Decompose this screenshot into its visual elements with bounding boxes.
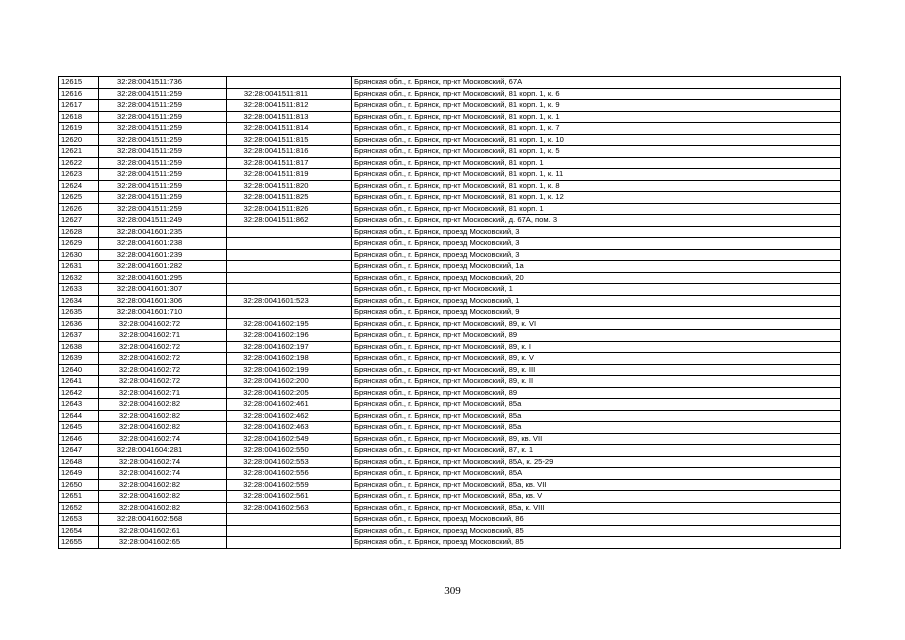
cadastral-number-cell: 32:28:0041604:281 bbox=[99, 445, 227, 457]
table-row bbox=[59, 77, 841, 89]
registry-table bbox=[58, 76, 841, 549]
address-cell: Брянская обл., г. Брянск, пр-кт Московский, 81 корп. 1, к. 7 bbox=[352, 123, 841, 135]
registry-table-body bbox=[59, 77, 841, 549]
table-row bbox=[59, 307, 841, 319]
row-number-cell: 12645 bbox=[59, 422, 99, 434]
address-cell: Брянская обл., г. Брянск, пр-кт Московский, 85А, к. 25-29 bbox=[352, 456, 841, 468]
object-number-cell: 32:28:0041602:556 bbox=[227, 468, 352, 480]
row-number-cell: 12649 bbox=[59, 468, 99, 480]
address-cell: Брянская обл., г. Брянск, пр-кт Московский, 85а bbox=[352, 399, 841, 411]
object-number-cell: 32:28:0041511:820 bbox=[227, 180, 352, 192]
cadastral-number-cell: 32:28:0041602:72 bbox=[99, 341, 227, 353]
row-number-cell: 12632 bbox=[59, 272, 99, 284]
address-cell: Брянская обл., г. Брянск, проезд Московский, 20 bbox=[352, 272, 841, 284]
row-number-cell: 12648 bbox=[59, 456, 99, 468]
table-row bbox=[59, 341, 841, 353]
address-cell: Брянская обл., г. Брянск, пр-кт Московский, 85А bbox=[352, 468, 841, 480]
address-cell: Брянская обл., г. Брянск, проезд Московский, 9 bbox=[352, 307, 841, 319]
cadastral-number-cell: 32:28:0041511:259 bbox=[99, 123, 227, 135]
cadastral-number-cell: 32:28:0041602:82 bbox=[99, 410, 227, 422]
object-number-cell: 32:28:0041602:198 bbox=[227, 353, 352, 365]
cadastral-number-cell: 32:28:0041602:568 bbox=[99, 514, 227, 526]
table-row bbox=[59, 399, 841, 411]
row-number-cell: 12616 bbox=[59, 88, 99, 100]
address-cell: Брянская обл., г. Брянск, проезд Московский, 1 bbox=[352, 295, 841, 307]
row-number-cell: 12643 bbox=[59, 399, 99, 411]
address-cell: Брянская обл., г. Брянск, пр-кт Московский, 89, кв. VII bbox=[352, 433, 841, 445]
address-cell: Брянская обл., г. Брянск, пр-кт Московский, 85а bbox=[352, 422, 841, 434]
cadastral-number-cell: 32:28:0041602:65 bbox=[99, 537, 227, 549]
table-row bbox=[59, 146, 841, 158]
row-number-cell: 12630 bbox=[59, 249, 99, 261]
object-number-cell: 32:28:0041511:862 bbox=[227, 215, 352, 227]
object-number-cell: 32:28:0041602:549 bbox=[227, 433, 352, 445]
table-row bbox=[59, 261, 841, 273]
cadastral-number-cell: 32:28:0041511:736 bbox=[99, 77, 227, 89]
table-row bbox=[59, 387, 841, 399]
cadastral-number-cell: 32:28:0041602:82 bbox=[99, 399, 227, 411]
address-cell: Брянская обл., г. Брянск, пр-кт Московский, 85а, к. VIII bbox=[352, 502, 841, 514]
cadastral-number-cell: 32:28:0041511:259 bbox=[99, 100, 227, 112]
address-cell: Брянская обл., г. Брянск, проезд Московский, 1а bbox=[352, 261, 841, 273]
cadastral-number-cell: 32:28:0041602:61 bbox=[99, 525, 227, 537]
object-number-cell: 32:28:0041602:553 bbox=[227, 456, 352, 468]
cadastral-number-cell: 32:28:0041602:72 bbox=[99, 353, 227, 365]
object-number-cell: 32:28:0041511:817 bbox=[227, 157, 352, 169]
cadastral-number-cell: 32:28:0041511:259 bbox=[99, 180, 227, 192]
row-number-cell: 12633 bbox=[59, 284, 99, 296]
object-number-cell: 32:28:0041511:814 bbox=[227, 123, 352, 135]
object-number-cell: 32:28:0041511:819 bbox=[227, 169, 352, 181]
row-number-cell: 12618 bbox=[59, 111, 99, 123]
cadastral-number-cell: 32:28:0041602:82 bbox=[99, 479, 227, 491]
object-number-cell bbox=[227, 249, 352, 261]
row-number-cell: 12637 bbox=[59, 330, 99, 342]
row-number-cell: 12636 bbox=[59, 318, 99, 330]
cadastral-number-cell: 32:28:0041511:259 bbox=[99, 111, 227, 123]
cadastral-number-cell: 32:28:0041511:259 bbox=[99, 146, 227, 158]
object-number-cell bbox=[227, 537, 352, 549]
address-cell: Брянская обл., г. Брянск, пр-кт Московский, д. 67А, пом. 3 bbox=[352, 215, 841, 227]
table-row bbox=[59, 376, 841, 388]
table-row bbox=[59, 134, 841, 146]
page-number: 309 bbox=[444, 585, 461, 597]
object-number-cell: 32:28:0041511:826 bbox=[227, 203, 352, 215]
table-row bbox=[59, 525, 841, 537]
table-row bbox=[59, 284, 841, 296]
cadastral-number-cell: 32:28:0041602:74 bbox=[99, 468, 227, 480]
row-number-cell: 12620 bbox=[59, 134, 99, 146]
object-number-cell: 32:28:0041602:563 bbox=[227, 502, 352, 514]
object-number-cell bbox=[227, 77, 352, 89]
table-row bbox=[59, 353, 841, 365]
cadastral-number-cell: 32:28:0041602:82 bbox=[99, 422, 227, 434]
address-cell: Брянская обл., г. Брянск, пр-кт Московский, 81 корп. 1, к. 1 bbox=[352, 111, 841, 123]
table-row bbox=[59, 318, 841, 330]
cadastral-number-cell: 32:28:0041601:710 bbox=[99, 307, 227, 319]
table-row bbox=[59, 192, 841, 204]
row-number-cell: 12652 bbox=[59, 502, 99, 514]
address-cell: Брянская обл., г. Брянск, проезд Московский, 3 bbox=[352, 226, 841, 238]
object-number-cell: 32:28:0041602:462 bbox=[227, 410, 352, 422]
object-number-cell bbox=[227, 226, 352, 238]
object-number-cell: 32:28:0041511:815 bbox=[227, 134, 352, 146]
row-number-cell: 12635 bbox=[59, 307, 99, 319]
address-cell: Брянская обл., г. Брянск, пр-кт Московский, 89, к. II bbox=[352, 376, 841, 388]
row-number-cell: 12617 bbox=[59, 100, 99, 112]
address-cell: Брянская обл., г. Брянск, проезд Московский, 85 bbox=[352, 537, 841, 549]
object-number-cell: 32:28:0041602:205 bbox=[227, 387, 352, 399]
row-number-cell: 12624 bbox=[59, 180, 99, 192]
row-number-cell: 12634 bbox=[59, 295, 99, 307]
table-row bbox=[59, 491, 841, 503]
row-number-cell: 12653 bbox=[59, 514, 99, 526]
object-number-cell: 32:28:0041602:561 bbox=[227, 491, 352, 503]
table-row bbox=[59, 249, 841, 261]
address-cell: Брянская обл., г. Брянск, проезд Московский, 3 bbox=[352, 249, 841, 261]
table-row bbox=[59, 502, 841, 514]
address-cell: Брянская обл., г. Брянск, пр-кт Московский, 81 корп. 1, к. 6 bbox=[352, 88, 841, 100]
cadastral-number-cell: 32:28:0041511:259 bbox=[99, 157, 227, 169]
address-cell: Брянская обл., г. Брянск, пр-кт Московский, 81 корп. 1, к. 11 bbox=[352, 169, 841, 181]
address-cell: Брянская обл., г. Брянск, пр-кт Московский, 67А bbox=[352, 77, 841, 89]
row-number-cell: 12642 bbox=[59, 387, 99, 399]
address-cell: Брянская обл., г. Брянск, проезд Московский, 3 bbox=[352, 238, 841, 250]
table-row bbox=[59, 238, 841, 250]
row-number-cell: 12644 bbox=[59, 410, 99, 422]
address-cell: Брянская обл., г. Брянск, пр-кт Московский, 81 корп. 1, к. 12 bbox=[352, 192, 841, 204]
row-number-cell: 12647 bbox=[59, 445, 99, 457]
address-cell: Брянская обл., г. Брянск, пр-кт Московский, 1 bbox=[352, 284, 841, 296]
row-number-cell: 12629 bbox=[59, 238, 99, 250]
cadastral-number-cell: 32:28:0041601:295 bbox=[99, 272, 227, 284]
address-cell: Брянская обл., г. Брянск, пр-кт Московский, 81 корп. 1, к. 5 bbox=[352, 146, 841, 158]
object-number-cell: 32:28:0041511:825 bbox=[227, 192, 352, 204]
object-number-cell: 32:28:0041602:197 bbox=[227, 341, 352, 353]
object-number-cell: 32:28:0041602:199 bbox=[227, 364, 352, 376]
table-row bbox=[59, 456, 841, 468]
object-number-cell bbox=[227, 272, 352, 284]
row-number-cell: 12631 bbox=[59, 261, 99, 273]
table-row bbox=[59, 226, 841, 238]
object-number-cell: 32:28:0041602:195 bbox=[227, 318, 352, 330]
object-number-cell: 32:28:0041601:523 bbox=[227, 295, 352, 307]
cadastral-number-cell: 32:28:0041602:74 bbox=[99, 456, 227, 468]
cadastral-number-cell: 32:28:0041602:74 bbox=[99, 433, 227, 445]
object-number-cell: 32:28:0041511:811 bbox=[227, 88, 352, 100]
table-row bbox=[59, 295, 841, 307]
row-number-cell: 12626 bbox=[59, 203, 99, 215]
cadastral-number-cell: 32:28:0041602:72 bbox=[99, 364, 227, 376]
address-cell: Брянская обл., г. Брянск, проезд Московский, 85 bbox=[352, 525, 841, 537]
address-cell: Брянская обл., г. Брянск, пр-кт Московский, 81 корп. 1 bbox=[352, 203, 841, 215]
object-number-cell: 32:28:0041602:559 bbox=[227, 479, 352, 491]
table-row bbox=[59, 410, 841, 422]
cadastral-number-cell: 32:28:0041602:82 bbox=[99, 502, 227, 514]
row-number-cell: 12627 bbox=[59, 215, 99, 227]
table-row bbox=[59, 88, 841, 100]
address-cell: Брянская обл., г. Брянск, пр-кт Московский, 87, к. 1 bbox=[352, 445, 841, 457]
object-number-cell bbox=[227, 514, 352, 526]
row-number-cell: 12619 bbox=[59, 123, 99, 135]
object-number-cell: 32:28:0041511:812 bbox=[227, 100, 352, 112]
table-row bbox=[59, 100, 841, 112]
row-number-cell: 12651 bbox=[59, 491, 99, 503]
address-cell: Брянская обл., г. Брянск, пр-кт Московский, 89, к. I bbox=[352, 341, 841, 353]
row-number-cell: 12639 bbox=[59, 353, 99, 365]
cadastral-number-cell: 32:28:0041511:259 bbox=[99, 88, 227, 100]
table-row bbox=[59, 169, 841, 181]
row-number-cell: 12615 bbox=[59, 77, 99, 89]
cadastral-number-cell: 32:28:0041511:259 bbox=[99, 169, 227, 181]
cadastral-number-cell: 32:28:0041601:282 bbox=[99, 261, 227, 273]
address-cell: Брянская обл., г. Брянск, пр-кт Московский, 89, к. V bbox=[352, 353, 841, 365]
row-number-cell: 12621 bbox=[59, 146, 99, 158]
object-number-cell: 32:28:0041602:196 bbox=[227, 330, 352, 342]
table-row bbox=[59, 422, 841, 434]
object-number-cell: 32:28:0041602:550 bbox=[227, 445, 352, 457]
address-cell: Брянская обл., г. Брянск, пр-кт Московский, 81 корп. 1, к. 8 bbox=[352, 180, 841, 192]
row-number-cell: 12640 bbox=[59, 364, 99, 376]
table-row bbox=[59, 330, 841, 342]
address-cell: Брянская обл., г. Брянск, пр-кт Московский, 85а bbox=[352, 410, 841, 422]
table-row bbox=[59, 180, 841, 192]
table-row bbox=[59, 111, 841, 123]
object-number-cell bbox=[227, 307, 352, 319]
table-row bbox=[59, 468, 841, 480]
object-number-cell bbox=[227, 261, 352, 273]
cadastral-number-cell: 32:28:0041601:235 bbox=[99, 226, 227, 238]
address-cell: Брянская обл., г. Брянск, пр-кт Московский, 89 bbox=[352, 330, 841, 342]
table-row bbox=[59, 203, 841, 215]
row-number-cell: 12641 bbox=[59, 376, 99, 388]
cadastral-number-cell: 32:28:0041601:306 bbox=[99, 295, 227, 307]
table-row bbox=[59, 445, 841, 457]
object-number-cell: 32:28:0041602:200 bbox=[227, 376, 352, 388]
cadastral-number-cell: 32:28:0041602:72 bbox=[99, 318, 227, 330]
object-number-cell bbox=[227, 238, 352, 250]
address-cell: Брянская обл., г. Брянск, пр-кт Московский, 89, к. III bbox=[352, 364, 841, 376]
table-row bbox=[59, 514, 841, 526]
row-number-cell: 12622 bbox=[59, 157, 99, 169]
table-row bbox=[59, 157, 841, 169]
address-cell: Брянская обл., г. Брянск, пр-кт Московский, 81 корп. 1, к. 10 bbox=[352, 134, 841, 146]
table-row bbox=[59, 364, 841, 376]
cadastral-number-cell: 32:28:0041601:307 bbox=[99, 284, 227, 296]
object-number-cell: 32:28:0041511:813 bbox=[227, 111, 352, 123]
object-number-cell bbox=[227, 284, 352, 296]
table-row bbox=[59, 479, 841, 491]
address-cell: Брянская обл., г. Брянск, пр-кт Московский, 85а, кв. V bbox=[352, 491, 841, 503]
address-cell: Брянская обл., г. Брянск, проезд Московский, 86 bbox=[352, 514, 841, 526]
cadastral-number-cell: 32:28:0041511:259 bbox=[99, 192, 227, 204]
cadastral-number-cell: 32:28:0041511:259 bbox=[99, 134, 227, 146]
address-cell: Брянская обл., г. Брянск, пр-кт Московский, 81 корп. 1, к. 9 bbox=[352, 100, 841, 112]
row-number-cell: 12646 bbox=[59, 433, 99, 445]
cadastral-number-cell: 32:28:0041602:71 bbox=[99, 387, 227, 399]
cadastral-number-cell: 32:28:0041601:239 bbox=[99, 249, 227, 261]
row-number-cell: 12625 bbox=[59, 192, 99, 204]
cadastral-number-cell: 32:28:0041601:238 bbox=[99, 238, 227, 250]
table-row bbox=[59, 537, 841, 549]
row-number-cell: 12628 bbox=[59, 226, 99, 238]
row-number-cell: 12638 bbox=[59, 341, 99, 353]
cadastral-number-cell: 32:28:0041602:82 bbox=[99, 491, 227, 503]
object-number-cell: 32:28:0041511:816 bbox=[227, 146, 352, 158]
table-row bbox=[59, 272, 841, 284]
address-cell: Брянская обл., г. Брянск, пр-кт Московский, 89 bbox=[352, 387, 841, 399]
object-number-cell bbox=[227, 525, 352, 537]
cadastral-number-cell: 32:28:0041602:71 bbox=[99, 330, 227, 342]
cadastral-number-cell: 32:28:0041511:249 bbox=[99, 215, 227, 227]
address-cell: Брянская обл., г. Брянск, пр-кт Московский, 89, к. VI bbox=[352, 318, 841, 330]
cadastral-number-cell: 32:28:0041602:72 bbox=[99, 376, 227, 388]
row-number-cell: 12655 bbox=[59, 537, 99, 549]
row-number-cell: 12650 bbox=[59, 479, 99, 491]
row-number-cell: 12623 bbox=[59, 169, 99, 181]
cadastral-number-cell: 32:28:0041511:259 bbox=[99, 203, 227, 215]
address-cell: Брянская обл., г. Брянск, пр-кт Московский, 81 корп. 1 bbox=[352, 157, 841, 169]
row-number-cell: 12654 bbox=[59, 525, 99, 537]
table-row bbox=[59, 433, 841, 445]
table-row bbox=[59, 123, 841, 135]
table-row bbox=[59, 215, 841, 227]
object-number-cell: 32:28:0041602:461 bbox=[227, 399, 352, 411]
object-number-cell: 32:28:0041602:463 bbox=[227, 422, 352, 434]
address-cell: Брянская обл., г. Брянск, пр-кт Московский, 85а, кв. VII bbox=[352, 479, 841, 491]
